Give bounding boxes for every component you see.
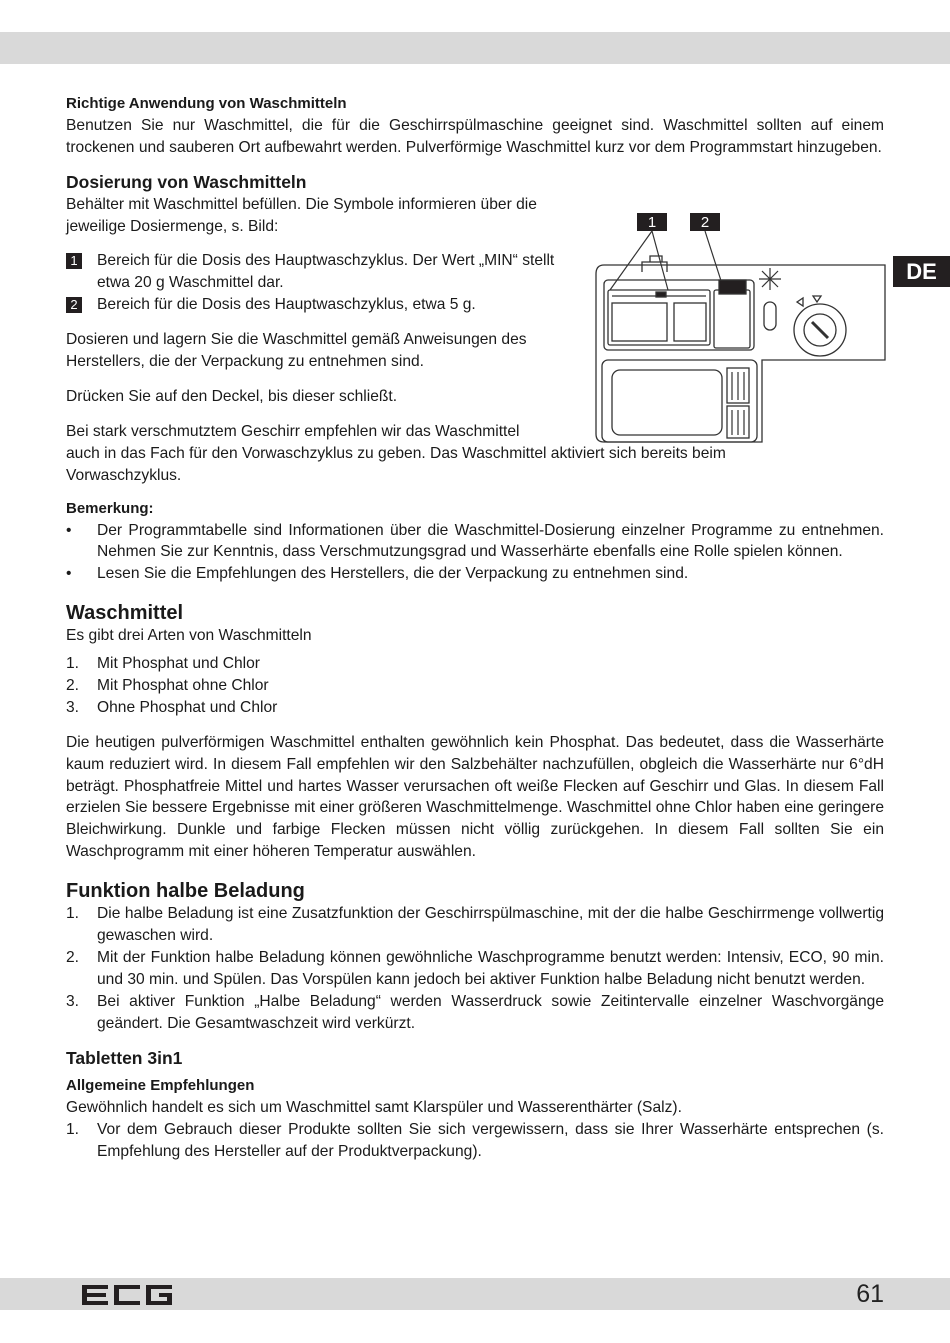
paragraph-waschmittel: Die heutigen pulverförmigen Waschmittel enthalten gewöhnlich kein Phosphat. Das bedeutet, dass die Wasserhärte kaum reduziert wird. In diesem Fall empfehlen wir den Salzbehälter nachzufüllen, obgleich die Wasserhärte nur 6°dH beträgt. Phosphatfreie Mittel und hartes Wasser verursachen oft weiße Flecken auf Geschirr und Glas. In diesem Fall erzielen Sie bessere Ergebnisse mit einer größeren Waschmittelmenge. Waschmittel ohne Chlor haben eine geringere Bleichwirkung. Dunkle und farbige Flecken müssen nicht völlig zurückgehen. In diesem Fall sollten Sie ein Waschprogramm mit einer höheren Temperatur auswählen. [66,733,884,861]
list-item: 2. Mit der Funktion halbe Beladung können gewöhnliche Waschprogramme benutzt werden: Intensiv, ECO, 90 min. und 30 min. und Spülen. Das Vorspülen kann jedoch bei aktiver Funktion halbe Beladung nicht benutzt werden. [66,948,884,988]
number-box-2: 2 [66,297,82,313]
heading-allgemeine-empfehlungen: Allgemeine Empfehlungen [66,1077,255,1095]
paragraph-deckel: Drücken Sie auf den Deckel, bis dieser schließt. [66,387,398,405]
half-load-list [66,903,884,1034]
paragraph-vorwasch-a: Bei stark verschmutztem Geschirr empfehlen wir das Waschmittel [66,422,520,440]
list-item: 1. Mit Phosphat und Chlor [66,655,260,673]
dosage-item-1 [66,250,586,294]
heading-tabletten: Tabletten 3in1 [66,1047,183,1068]
number-box-1: 1 [66,253,82,269]
header-bar [0,32,950,64]
note-bullet-list [66,520,884,586]
figure-label-2: 2 [700,214,710,231]
list-item: • Der Programmtabelle sind Informationen über die Waschmittel-Dosierung einzelner Programme zu entnehmen. Nehmen Sie zur Kenntnis, dass Verschmutzungsgrad und Wasserhärte ebenfalls eine Rolle spielen können. [66,521,884,561]
list-item: 1. Die halbe Beladung ist eine Zusatzfunktion der Geschirrspülmaschine, mit der die halbe Geschirrmenge vollwertig gewaschen wird. [66,905,884,944]
paragraph-richtige-anwendung: Benutzen Sie nur Waschmittel, die für die Geschirrspülmaschine geeignet sind. Waschmittel sollten auf einem trockenen und sauberen Ort aufbewahrt werden. Pulverförmige Waschmittel kurz vor dem Programmstart hinzugeben. [66,116,884,156]
detergent-dispenser-figure [592,210,892,445]
dosage-item-2 [66,294,586,316]
list-item: 3. Ohne Phosphat und Chlor [66,698,278,716]
list-item: • Lesen Sie die Empfehlungen des Herstellers, die der Verpackung zu entnehmen sind. [66,565,689,583]
paragraph-dosierung-intro: Behälter mit Waschmittel befüllen. Die Symbole informieren über die jeweilige Dosiermenge, s. Bild: [66,195,537,235]
paragraph-vorwasch-b: auch in das Fach für den Vorwaschzyklus zu geben. Das Waschmittel aktiviert sich bereits beim Vorwaschzyklus. [66,444,726,484]
heading-dosierung: Dosierung von Waschmitteln [66,171,307,192]
list-item: 1. Vor dem Gebrauch dieser Produkte sollten Sie sich vergewissern, dass sie Ihrer Wasserhärte entsprechen (s. Empfehlung des Hersteller auf der Produktverpackung). [66,1121,884,1161]
paragraph-tabletten: Gewöhnlich handelt es sich um Waschmittel samt Klarspüler und Wasserenthärter (Salz). [66,1099,682,1117]
figure-label-1: 1 [647,214,657,231]
dosage-list [66,250,586,316]
language-tab: DE [893,256,950,287]
leader-lines [610,231,724,290]
dosage-item-text: Bereich für die Dosis des Hauptwaschzyklus, etwa 5 g. [97,296,476,314]
page-number: 61 [856,1280,884,1308]
tablet-list [66,1119,884,1163]
heading-bemerkung: Bemerkung: [66,499,154,517]
heading-halbe-beladung: Funktion halbe Beladung [66,880,305,903]
heading-richtige-anwendung: Richtige Anwendung von Waschmitteln [66,95,347,112]
dispenser-body [596,256,885,442]
list-item: 3. Bei aktiver Funktion „Halbe Beladung“ werden Wasserdruck sowie Zeitintervalle einzelner Waschvorgänge geändert. Die Gesamtwaschzeit wird verkürzt. [66,992,884,1032]
paragraph-waschmittel-intro: Es gibt drei Arten von Waschmitteln [66,627,312,645]
dosage-item-text: Bereich für die Dosis des Hauptwaschzyklus. Der Wert „MIN“ stellt etwa 20 g Waschmittel dar. [97,252,555,292]
ecg-logo [80,1282,175,1308]
list-item: 2. Mit Phosphat ohne Chlor [66,676,269,694]
detergent-type-list [66,653,884,719]
heading-waschmittel: Waschmittel [66,602,184,625]
paragraph-dosieren-lagern: Dosieren und lagern Sie die Waschmittel gemäß Anweisungen des Herstellers, die der Verpackung zu entnehmen sind. [66,331,527,371]
